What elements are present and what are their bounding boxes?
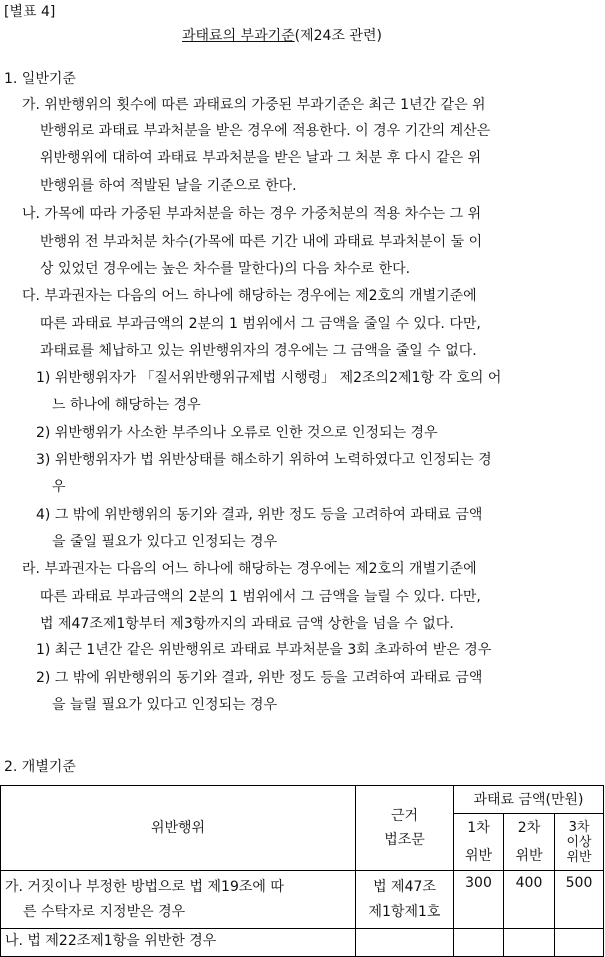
row-third-amount: 500: [555, 871, 604, 929]
clause-ra-item: 1) 최근 1년간 같은 위반행위로 과태료 부과처분을 3회 초과하여 받은 경우: [36, 642, 492, 658]
clause-na-line: 상 있었던 경우에는 높은 차수를 말한다)의 다음 차수로 한다.: [40, 261, 411, 277]
header-third: [555, 814, 604, 871]
row-violation: 나. 법 제22조제1항을 위반한 경우: [1, 929, 356, 957]
clause-da-item: 2) 위반행위가 사소한 부주의나 오류로 인한 것으로 인정되는 경우: [36, 425, 438, 441]
clause-ga-line: 위반행위에 대하여 과태료 부과처분을 받은 날과 그 처분 후 다시 같은 위: [40, 150, 482, 166]
penalty-table: [0, 785, 604, 957]
row-basis-line: 제1항제1호: [368, 903, 441, 920]
clause-da-item: 1) 위반행위자가 「질서위반행위규제법 시행령」 제2조의2제1항 각 호의 어: [36, 370, 502, 386]
header-amount: 과태료 금액(만원): [454, 786, 604, 814]
row-basis: [356, 871, 454, 929]
row-second-amount: [504, 929, 555, 957]
clause-ra-line: 따른 과태료 부과금액의 2분의 1 범위에서 그 금액을 늘릴 수 있다. 다만,: [40, 589, 481, 605]
header-third-line: 이상: [566, 834, 592, 850]
clause-da-item-cont: 우: [52, 479, 66, 495]
title-main: 과태료의 부과기준: [182, 28, 295, 44]
header-second-line: 2차: [517, 820, 541, 836]
clause-da-line: 다. 부과권자는 다음의 어느 하나에 해당하는 경우에는 제2호의 개별기준에: [22, 288, 477, 304]
clause-ra-item: 2) 그 밖에 위반행위의 동기와 결과, 위반 정도 등을 고려하여 과태료 금액: [36, 670, 483, 686]
clause-ga-line: 반행위로 과태료 부과처분을 받은 경우에 적용한다. 이 경우 기간의 계산은: [40, 123, 491, 139]
clause-da-item: 3) 위반행위자가 법 위반상태를 해소하기 위하여 노력하였다고 인정되는 경: [36, 452, 492, 468]
page-title: [182, 27, 382, 45]
header-first: [454, 814, 504, 871]
clause-na-line: 반행위 전 부과처분 차수(가목에 따른 기간 내에 과태료 부과처분이 둘 이: [40, 234, 483, 250]
clause-da-item-cont: 느 하나에 해당하는 경우: [52, 397, 201, 413]
header-basis: [356, 786, 454, 871]
clause-da-item: 4) 그 밖에 위반행위의 동기와 결과, 위반 정도 등을 고려하여 과태료 금액: [36, 507, 483, 523]
header-second: [504, 814, 555, 871]
header-basis-line: 근거: [390, 808, 419, 824]
header-first-line: 위반: [464, 848, 493, 864]
row-violation: [1, 871, 356, 929]
clause-da-item-cont: 을 줄일 필요가 있다고 인정되는 경우: [52, 534, 278, 550]
header-second-line: 위반: [515, 848, 543, 864]
clause-ga-line: 반행위를 하여 적발된 날을 기준으로 한다.: [40, 178, 297, 194]
row-first-amount: [454, 929, 504, 957]
table-row: [1, 871, 604, 929]
annex-label: [별표 4]: [4, 4, 56, 20]
section-individual-heading: 2. 개별기준: [4, 759, 76, 775]
header-third-line: 3차: [568, 819, 590, 835]
header-first-line: 1차: [467, 820, 490, 836]
clause-da-line: 과태료를 체납하고 있는 위반행위자의 경우에는 그 금액을 줄일 수 없다.: [40, 343, 477, 359]
clause-ga-line: 가. 위반행위의 횟수에 따른 과태료의 가중된 부과기준은 최근 1년간 같은 위: [22, 97, 486, 113]
clause-ra-line: 법 제47조제1항부터 제3항까지의 과태료 금액 상한을 넘을 수 없다.: [40, 616, 454, 632]
header-violation: 위반행위: [1, 786, 356, 871]
row-violation-line: 른 수탁자로 지정받은 경우: [23, 903, 186, 920]
title-ref: (제24조 관련): [294, 28, 382, 44]
table-row: [1, 929, 604, 957]
clause-ra-line: 라. 부과권자는 다음의 어느 하나에 해당하는 경우에는 제2호의 개별기준에: [22, 561, 477, 577]
header-basis-line: 법조문: [384, 832, 425, 848]
header-third-line: 위반: [566, 849, 592, 865]
clause-da-line: 따른 과태료 부과금액의 2분의 1 범위에서 그 금액을 줄일 수 있다. 다만,: [40, 316, 481, 332]
row-third-amount: [555, 929, 604, 957]
row-second-amount: 400: [504, 871, 555, 929]
row-basis: [356, 929, 454, 957]
row-basis-line: 법 제47조: [373, 878, 436, 895]
clause-na-line: 나. 가목에 따라 가중된 부과처분을 하는 경우 가중처분의 적용 차수는 그 위: [22, 206, 482, 222]
row-violation-line: 가. 거짓이나 부정한 방법으로 법 제19조에 따: [5, 878, 284, 895]
section-general-heading: 1. 일반기준: [4, 71, 76, 87]
clause-ra-item-cont: 을 늘릴 필요가 있다고 인정되는 경우: [52, 697, 278, 713]
row-first-amount: 300: [454, 871, 504, 929]
